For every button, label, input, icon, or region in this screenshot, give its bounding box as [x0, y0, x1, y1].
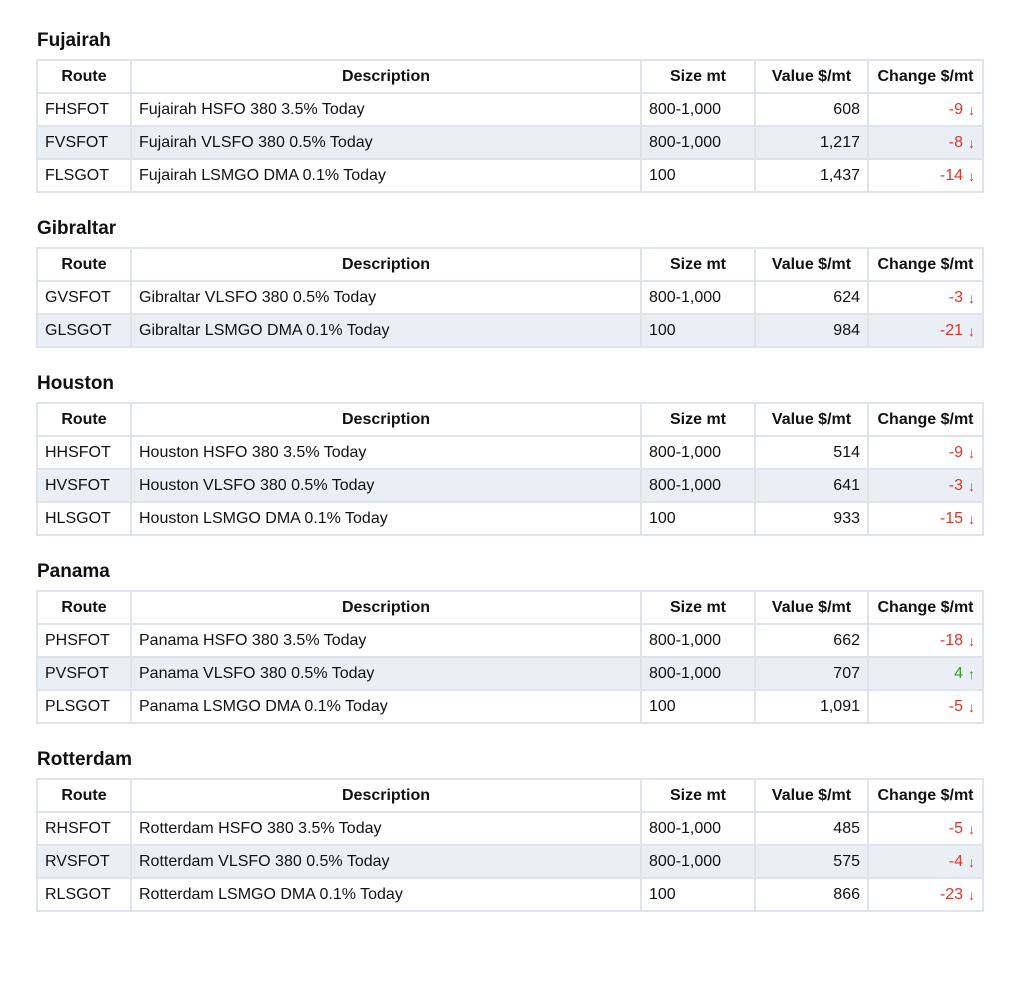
change-value: -15 [939, 509, 963, 527]
cell-description: Rotterdam HSFO 380 3.5% Today [131, 812, 641, 845]
cell-value: 1,091 [755, 690, 868, 723]
section-title: Gibraltar [37, 218, 117, 239]
cell-change [868, 690, 983, 723]
price-table [36, 402, 984, 536]
column-header-size: Size mt [641, 591, 755, 624]
cell-value: 1,217 [755, 126, 868, 159]
column-header-value: Value $/mt [755, 248, 868, 281]
change-indicator [954, 665, 975, 683]
cell-description: Houston HSFO 380 3.5% Today [131, 436, 641, 469]
cell-change [868, 502, 983, 535]
section-title: Houston [37, 373, 115, 394]
cell-description: Rotterdam VLSFO 380 0.5% Today [131, 845, 641, 878]
cell-description: Fujairah LSMGO DMA 0.1% Today [131, 159, 641, 192]
cell-size: 800-1,000 [641, 436, 755, 469]
column-header-route: Route [37, 60, 131, 93]
cell-size: 800-1,000 [641, 845, 755, 878]
column-header-description: Description [131, 779, 641, 812]
column-header-value: Value $/mt [755, 60, 868, 93]
cell-value: 608 [755, 93, 868, 126]
change-value: -21 [939, 321, 963, 339]
table-header-row [37, 60, 983, 93]
section-title: Panama [37, 561, 110, 582]
cell-route: HLSGOT [37, 502, 131, 535]
change-value: -5 [948, 819, 963, 837]
cell-route: GLSGOT [37, 314, 131, 347]
cell-route: FLSGOT [37, 159, 131, 192]
column-header-description: Description [131, 591, 641, 624]
change-indicator [940, 510, 975, 528]
arrow-down-icon: ↓ [968, 632, 975, 649]
column-header-change: Change $/mt [868, 591, 983, 624]
cell-size: 800-1,000 [641, 126, 755, 159]
table-row [37, 502, 983, 535]
column-header-value: Value $/mt [755, 779, 868, 812]
port-section [36, 217, 982, 348]
cell-size: 100 [641, 878, 755, 911]
column-header-description: Description [131, 60, 641, 93]
cell-route: HVSFOT [37, 469, 131, 502]
arrow-down-icon: ↓ [968, 322, 975, 339]
cell-description: Panama VLSFO 380 0.5% Today [131, 657, 641, 690]
cell-change [868, 126, 983, 159]
table-row [37, 93, 983, 126]
change-value: -14 [939, 166, 963, 184]
table-row [37, 690, 983, 723]
change-indicator [949, 698, 975, 716]
cell-change [868, 93, 983, 126]
cell-description: Panama LSMGO DMA 0.1% Today [131, 690, 641, 723]
table-row [37, 281, 983, 314]
cell-value: 984 [755, 314, 868, 347]
cell-value: 641 [755, 469, 868, 502]
change-indicator [940, 886, 975, 904]
price-table [36, 247, 984, 348]
section-title: Rotterdam [37, 749, 133, 770]
arrow-down-icon: ↓ [968, 134, 975, 151]
arrow-down-icon: ↓ [968, 886, 975, 903]
cell-size: 100 [641, 314, 755, 347]
column-header-change: Change $/mt [868, 248, 983, 281]
cell-description: Fujairah VLSFO 380 0.5% Today [131, 126, 641, 159]
change-indicator [940, 322, 975, 340]
column-header-route: Route [37, 403, 131, 436]
cell-value: 514 [755, 436, 868, 469]
price-table [36, 590, 984, 724]
column-header-route: Route [37, 591, 131, 624]
change-indicator [949, 101, 975, 119]
table-row [37, 657, 983, 690]
cell-description: Rotterdam LSMGO DMA 0.1% Today [131, 878, 641, 911]
column-header-size: Size mt [641, 779, 755, 812]
change-indicator [949, 444, 975, 462]
table-row [37, 624, 983, 657]
cell-description: Fujairah HSFO 380 3.5% Today [131, 93, 641, 126]
column-header-change: Change $/mt [868, 403, 983, 436]
column-header-size: Size mt [641, 60, 755, 93]
column-header-change: Change $/mt [868, 60, 983, 93]
cell-change [868, 159, 983, 192]
change-value: -9 [948, 443, 963, 461]
change-indicator [949, 820, 975, 838]
cell-change [868, 469, 983, 502]
cell-change [868, 812, 983, 845]
port-section [36, 29, 982, 193]
table-header-row [37, 779, 983, 812]
cell-change [868, 314, 983, 347]
cell-description: Houston LSMGO DMA 0.1% Today [131, 502, 641, 535]
change-indicator [949, 289, 975, 307]
change-value: -9 [948, 100, 963, 118]
cell-route: RHSFOT [37, 812, 131, 845]
cell-route: RLSGOT [37, 878, 131, 911]
change-indicator [949, 477, 975, 495]
port-section [36, 748, 982, 912]
table-row [37, 126, 983, 159]
column-header-change: Change $/mt [868, 779, 983, 812]
table-header-row [37, 248, 983, 281]
port-section [36, 372, 982, 536]
cell-description: Gibraltar VLSFO 380 0.5% Today [131, 281, 641, 314]
cell-value: 662 [755, 624, 868, 657]
arrow-down-icon: ↓ [968, 510, 975, 527]
table-row [37, 436, 983, 469]
cell-value: 624 [755, 281, 868, 314]
cell-route: GVSFOT [37, 281, 131, 314]
arrow-down-icon: ↓ [968, 167, 975, 184]
table-row [37, 878, 983, 911]
cell-value: 933 [755, 502, 868, 535]
price-table [36, 778, 984, 912]
port-section [36, 560, 982, 724]
table-header-row [37, 591, 983, 624]
cell-size: 100 [641, 690, 755, 723]
change-indicator [949, 134, 975, 152]
column-header-size: Size mt [641, 248, 755, 281]
cell-description: Houston VLSFO 380 0.5% Today [131, 469, 641, 502]
change-value: -3 [948, 288, 963, 306]
cell-value: 707 [755, 657, 868, 690]
arrow-down-icon: ↓ [968, 444, 975, 461]
change-value: -5 [948, 697, 963, 715]
cell-description: Gibraltar LSMGO DMA 0.1% Today [131, 314, 641, 347]
change-value: -8 [948, 133, 963, 151]
cell-size: 800-1,000 [641, 657, 755, 690]
cell-value: 575 [755, 845, 868, 878]
cell-size: 800-1,000 [641, 93, 755, 126]
arrow-down-icon: ↓ [968, 820, 975, 837]
arrow-up-icon: ↑ [968, 665, 975, 682]
cell-change [868, 657, 983, 690]
price-table [36, 59, 984, 193]
column-header-value: Value $/mt [755, 591, 868, 624]
cell-value: 866 [755, 878, 868, 911]
cell-change [868, 845, 983, 878]
cell-size: 800-1,000 [641, 281, 755, 314]
change-value: -4 [948, 852, 963, 870]
column-header-route: Route [37, 248, 131, 281]
column-header-route: Route [37, 779, 131, 812]
cell-value: 1,437 [755, 159, 868, 192]
cell-value: 485 [755, 812, 868, 845]
cell-route: PVSFOT [37, 657, 131, 690]
change-value: -18 [939, 631, 963, 649]
cell-size: 100 [641, 502, 755, 535]
cell-size: 800-1,000 [641, 469, 755, 502]
table-row [37, 314, 983, 347]
arrow-down-icon: ↓ [968, 698, 975, 715]
column-header-value: Value $/mt [755, 403, 868, 436]
cell-description: Panama HSFO 380 3.5% Today [131, 624, 641, 657]
change-indicator [940, 167, 975, 185]
cell-route: PHSFOT [37, 624, 131, 657]
change-indicator [949, 853, 975, 871]
column-header-size: Size mt [641, 403, 755, 436]
change-indicator [940, 632, 975, 650]
cell-change [868, 436, 983, 469]
cell-route: FVSFOT [37, 126, 131, 159]
cell-change [868, 624, 983, 657]
cell-change [868, 878, 983, 911]
column-header-description: Description [131, 248, 641, 281]
arrow-down-icon: ↓ [968, 853, 975, 870]
cell-size: 800-1,000 [641, 812, 755, 845]
arrow-down-icon: ↓ [968, 289, 975, 306]
change-value: -3 [948, 476, 963, 494]
change-value: 4 [954, 664, 963, 682]
table-row [37, 845, 983, 878]
cell-size: 100 [641, 159, 755, 192]
cell-route: RVSFOT [37, 845, 131, 878]
cell-change [868, 281, 983, 314]
table-row [37, 159, 983, 192]
table-row [37, 469, 983, 502]
cell-size: 800-1,000 [641, 624, 755, 657]
arrow-down-icon: ↓ [968, 101, 975, 118]
cell-route: PLSGOT [37, 690, 131, 723]
cell-route: FHSFOT [37, 93, 131, 126]
change-value: -23 [939, 885, 963, 903]
table-row [37, 812, 983, 845]
column-header-description: Description [131, 403, 641, 436]
cell-route: HHSFOT [37, 436, 131, 469]
table-header-row [37, 403, 983, 436]
section-title: Fujairah [37, 30, 111, 51]
arrow-down-icon: ↓ [968, 477, 975, 494]
